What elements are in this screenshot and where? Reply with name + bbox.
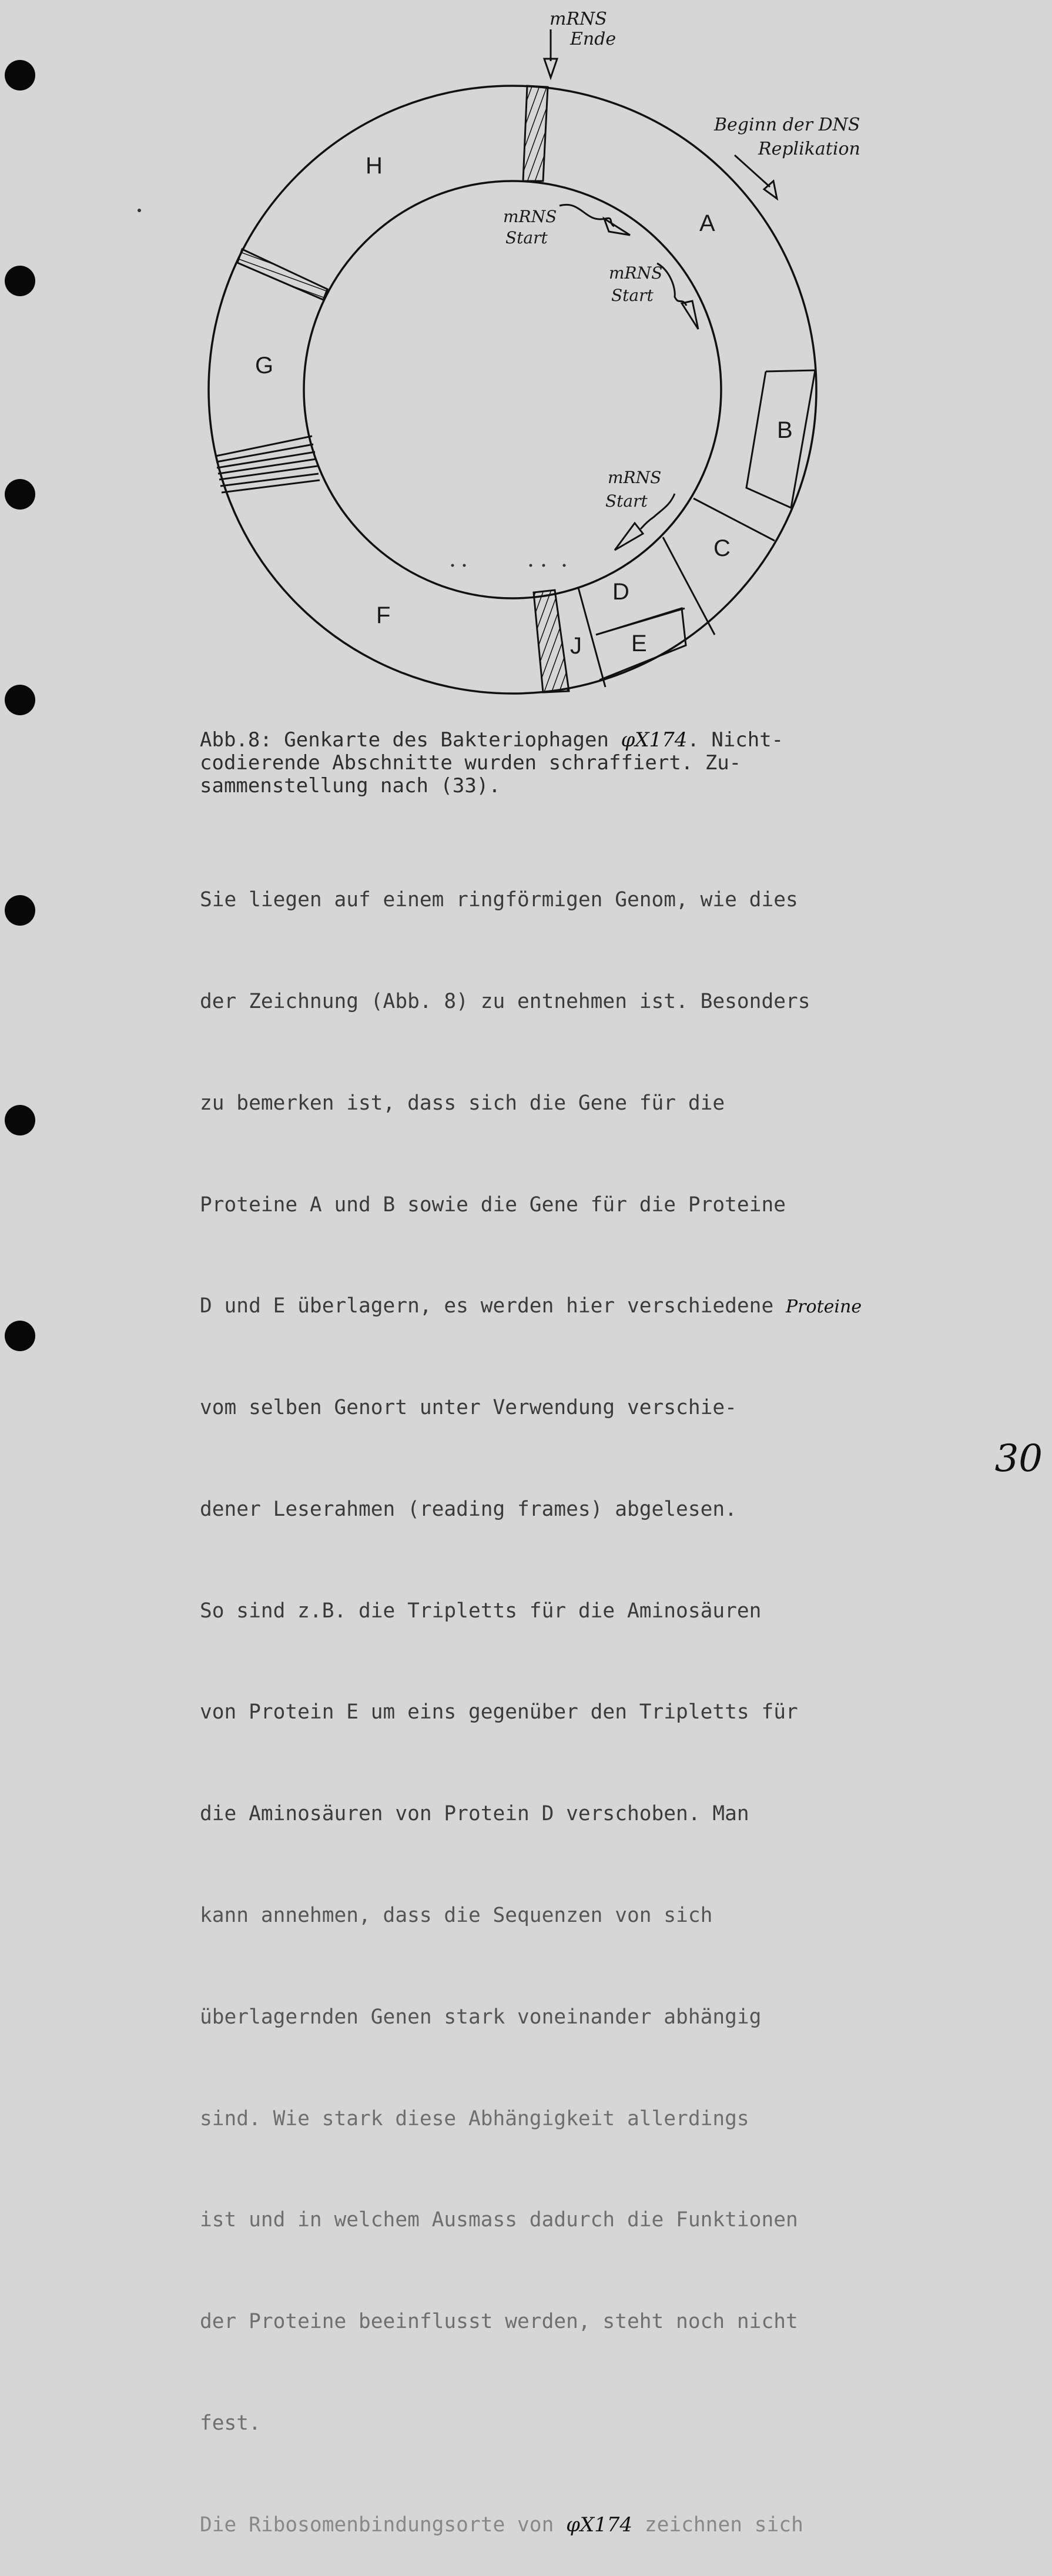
outer-ring (209, 86, 816, 694)
boundary-j-d (578, 588, 605, 687)
body-line: überlagernden Genen stark voneinander abhängig (200, 2005, 762, 2029)
mrna-start3-label-line2: Start (605, 491, 648, 511)
replication-label-line2: Replikation (758, 139, 860, 159)
mrna-end-label-line2: Ende (570, 29, 617, 49)
body-line: Proteine A und B sowie die Gene für die Proteine (200, 1192, 786, 1217)
noncoding-segment-hg (237, 249, 327, 300)
gene-label-e: E (631, 631, 647, 656)
last-line-prefix: Die Ribosomenbindungsorte von (200, 2513, 567, 2537)
boundary-c-b (693, 498, 775, 541)
mrna-end-arrow (544, 29, 557, 78)
gene-label-g: G (255, 353, 274, 378)
body-line: D und E überlagern, es werden hier verschiedene (200, 1294, 774, 1318)
replication-label-line1: Beginn der DNS (714, 115, 860, 135)
gene-label-h: H (366, 153, 383, 179)
gene-map-diagram (0, 0, 1052, 717)
body-line-last (200, 2508, 958, 2542)
mrna-end-label-line1: mRNS (550, 9, 607, 29)
last-line-phage: φX174 (566, 2513, 633, 2537)
punch-hole (5, 1105, 35, 1135)
stray-dots (138, 209, 566, 567)
noncoding-segment-gf (216, 436, 320, 493)
caption-line1-suffix: . Nicht- (687, 728, 784, 752)
mrna-start2-label-line2: Start (611, 286, 654, 305)
figure-caption (200, 729, 929, 798)
mrna-start2-label-line1: mRNS (609, 263, 663, 283)
body-line-with-insert (200, 1289, 958, 1324)
replication-arrow (735, 155, 777, 199)
gene-label-b: B (777, 417, 793, 443)
mrna-start3-label-line1: mRNS (608, 468, 662, 487)
caption-line2: codierende Abschnitte wurden schraffiert. Zu- (200, 751, 742, 775)
mrna-start1-label-line2: Start (505, 228, 548, 247)
body-text (200, 816, 958, 2576)
caption-phage-name: φX174 (621, 728, 688, 752)
body-line: Sie liegen auf einem ringförmigen Genom, wie dies (200, 888, 798, 912)
body-line: dener Leserahmen (reading frames) abgelesen. (200, 1497, 737, 1521)
body-line: zu bemerken ist, dass sich die Gene für die (200, 1091, 725, 1115)
noncoding-segment-fj (534, 590, 569, 692)
body-line: von Protein E um eins gegenüber den Tripletts für (200, 1700, 798, 1724)
boundary-d-c (663, 537, 715, 635)
mrna-start1-label-line1: mRNS (503, 207, 557, 226)
body-line: die Aminosäuren von Protein D verschoben. Man (200, 1802, 749, 1826)
body-line: kann annehmen, dass die Sequenzen von sich (200, 1904, 713, 1927)
caption-line3: sammenstellung nach (33). (200, 774, 501, 798)
body-line: So sind z.B. die Tripletts für die Aminosäuren (200, 1599, 762, 1623)
punch-hole (5, 895, 35, 926)
mrna-start1-arrow (559, 205, 630, 235)
body-line: sind. Wie stark diese Abhängigkeit allerdings (200, 2106, 749, 2131)
gene-label-f: F (376, 602, 391, 628)
gene-label-a: A (699, 210, 715, 236)
body-line: vom selben Genort unter Verwendung verschie- (200, 1396, 737, 1420)
body-line: der Proteine beeinflusst werden, steht noch nicht (200, 2310, 798, 2334)
body-line: ist und in welchem Ausmass dadurch die Funktionen (200, 2208, 798, 2232)
caption-line1-prefix: Abb.8: Genkarte des Bakteriophagen (200, 728, 621, 752)
page-number: 30 (994, 1437, 1043, 1480)
gene-label-j: J (570, 633, 582, 659)
noncoding-segment-top (523, 86, 548, 181)
body-line: der Zeichnung (Abb. 8) zu entnehmen ist. Besonders (200, 989, 810, 1013)
body-line: fest. (200, 2411, 261, 2435)
gene-label-c: C (713, 535, 731, 561)
last-line-suffix: zeichnen sich (632, 2513, 803, 2537)
handwritten-insert: Proteine (786, 1297, 862, 1318)
gene-label-d: D (612, 579, 629, 605)
mrna-start2-arrow (657, 263, 698, 329)
punch-hole (5, 1321, 35, 1351)
